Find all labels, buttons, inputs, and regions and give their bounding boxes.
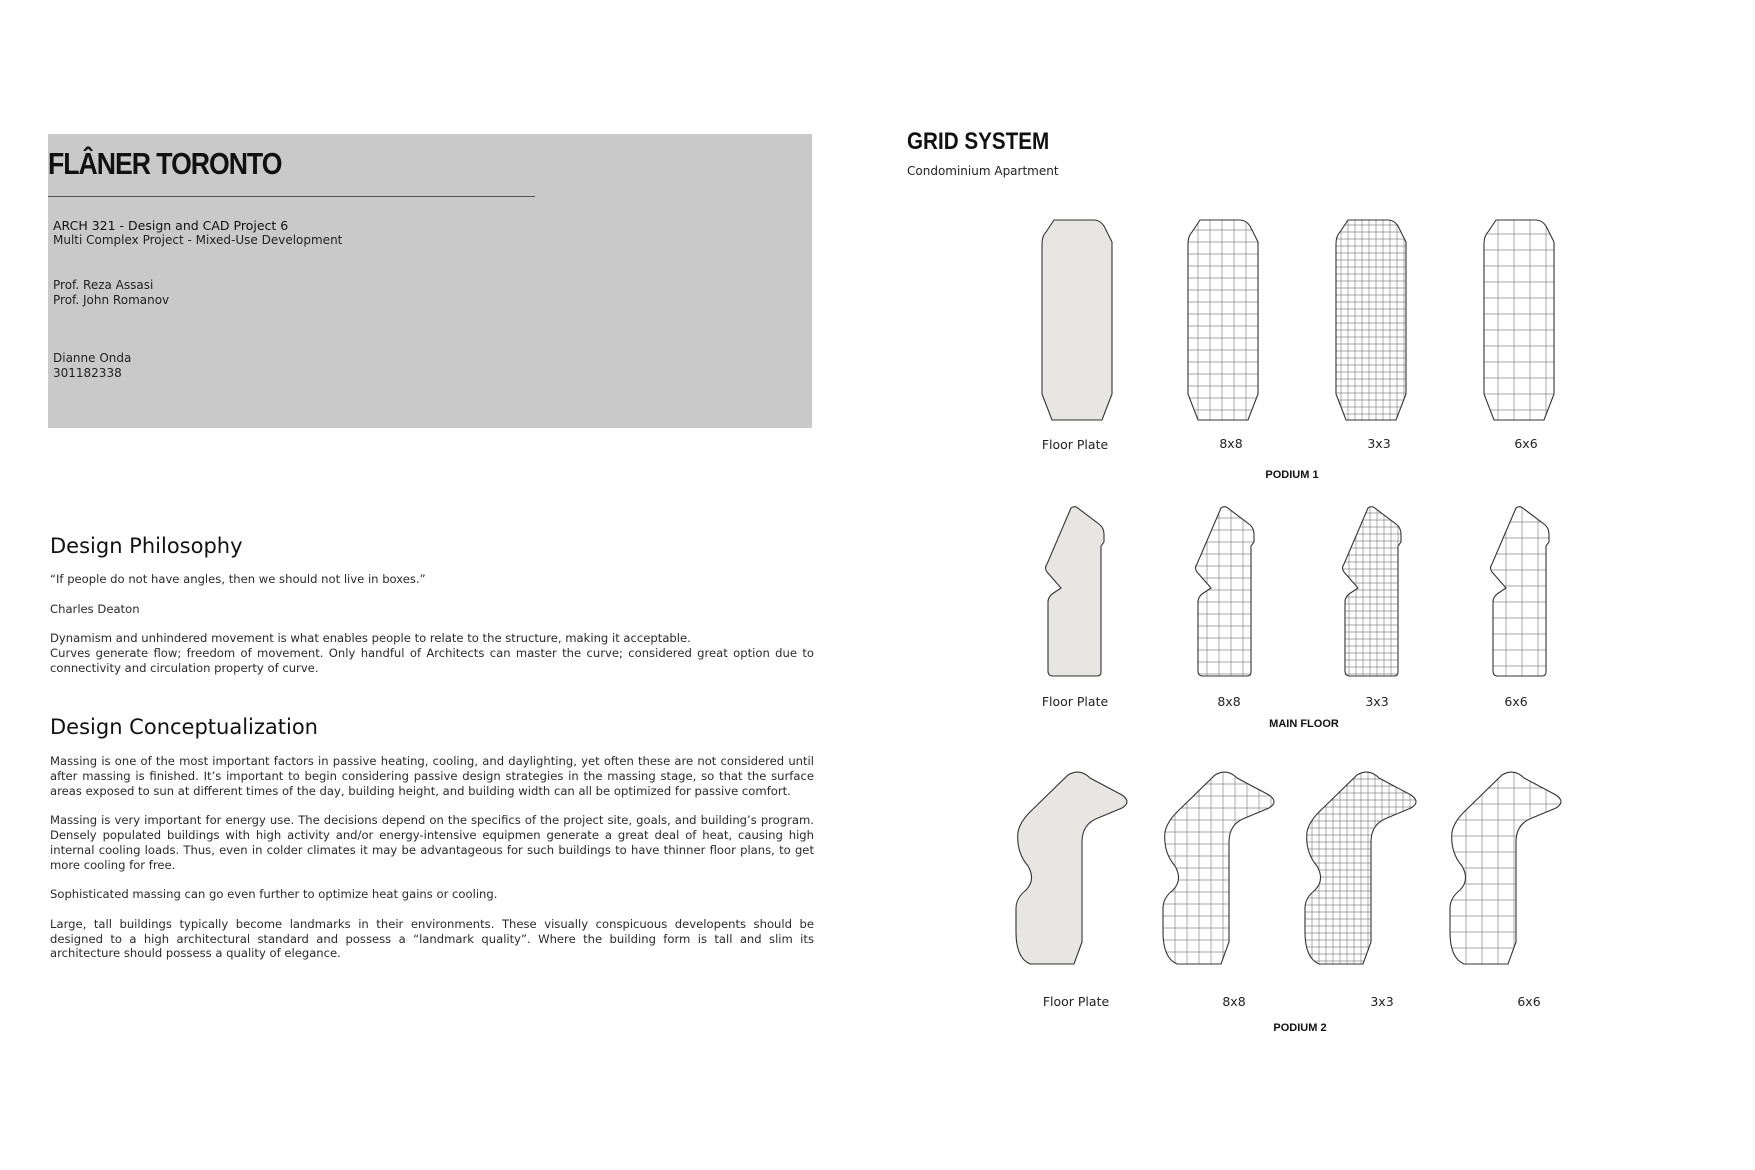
course-info bbox=[53, 218, 342, 248]
student-name: Dianne Onda bbox=[53, 351, 132, 365]
podium-1-floor-plate-drawing bbox=[1040, 218, 1114, 424]
philosophy-body bbox=[50, 572, 814, 676]
course-code: ARCH 321 - Design and CAD Project 6 bbox=[53, 218, 289, 233]
conceptualization-body bbox=[50, 754, 814, 961]
professor-2: Prof. John Romanov bbox=[53, 293, 170, 307]
podium-2-label-8x8: 8x8 bbox=[1222, 994, 1246, 1009]
professor-1: Prof. Reza Assasi bbox=[53, 278, 154, 292]
philosophy-quote: “If people do not have angles, then we should not live in boxes.” bbox=[50, 572, 426, 586]
project-name: Multi Complex Project - Mixed-Use Development bbox=[53, 233, 343, 247]
concept-paragraph-3: Sophisticated massing can go even further to optimize heat gains or cooling. bbox=[50, 887, 498, 902]
podium-2-grid-8x8-drawing bbox=[1163, 772, 1285, 972]
podium-2-label-3x3: 3x3 bbox=[1370, 994, 1394, 1009]
main-floor-grid-8x8-drawing bbox=[1195, 506, 1265, 678]
grid-system-title: GRID SYSTEM bbox=[907, 128, 1050, 155]
title-divider bbox=[48, 196, 535, 197]
main-floor-grid-3x3-drawing bbox=[1342, 506, 1412, 678]
podium-2-floor-plate-drawing bbox=[1016, 772, 1138, 972]
podium-2-label-floor-plate: Floor Plate bbox=[1042, 994, 1110, 1009]
podium-1-group-label: PODIUM 1 bbox=[1265, 469, 1319, 481]
student-id: 301182338 bbox=[53, 366, 122, 380]
podium-2-group-label: PODIUM 2 bbox=[1273, 1022, 1327, 1034]
project-title: FLÂNER TORONTO bbox=[48, 146, 282, 181]
student-info bbox=[53, 351, 131, 381]
podium-1-label-3x3: 3x3 bbox=[1367, 436, 1391, 451]
podium-1-grid-6x6-drawing bbox=[1482, 218, 1556, 424]
conceptualization-heading: Design Conceptualization bbox=[50, 715, 318, 739]
philosophy-heading: Design Philosophy bbox=[50, 534, 243, 558]
main-floor-label-8x8: 8x8 bbox=[1217, 694, 1241, 709]
podium-1-label-8x8: 8x8 bbox=[1219, 436, 1243, 451]
podium-2-label-6x6: 6x6 bbox=[1517, 994, 1541, 1009]
concept-paragraph-1: Massing is one of the most important factors in passive heating, cooling, and daylighting, yet often these are not considered until after massing is finished. It’s important to begin considering passive design strategies in the massing stage, so that the surface areas exposed to sun at different times of the day, building height, and building width can all be optimized for passive comfort. bbox=[50, 754, 814, 798]
podium-2-grid-3x3-drawing bbox=[1305, 772, 1427, 972]
philosophy-author: Charles Deaton bbox=[50, 601, 140, 616]
main-floor-group-label: MAIN FLOOR bbox=[1269, 718, 1339, 730]
grid-system-subtitle: Condominium Apartment bbox=[907, 164, 1059, 178]
podium-1-grid-3x3-drawing bbox=[1334, 218, 1408, 424]
concept-paragraph-4: Large, tall buildings typically become landmarks in their environments. These visually conspicuous developents should be designed to a high architectural standard and possess a “landmark quality”. Where the building form is tall and slim its architecture should possess a quality of elegance. bbox=[50, 916, 814, 961]
main-floor-floor-plate-drawing bbox=[1045, 506, 1115, 678]
podium-1-grid-8x8-drawing bbox=[1186, 218, 1260, 424]
main-floor-label-6x6: 6x6 bbox=[1504, 694, 1528, 709]
main-floor-label-floor-plate: Floor Plate bbox=[1041, 694, 1109, 709]
philosophy-paragraph-2: Curves generate flow; freedom of movement. Only handful of Architects can master the curve; considered great option due to connectivity and circulation property of curve. bbox=[50, 645, 814, 675]
professors-info bbox=[53, 278, 169, 308]
main-floor-label-3x3: 3x3 bbox=[1365, 694, 1389, 709]
podium-1-label-floor-plate: Floor Plate bbox=[1041, 437, 1109, 452]
podium-1-label-6x6: 6x6 bbox=[1514, 436, 1538, 451]
concept-paragraph-2: Massing is very important for energy use. The decisions depend on the specifics of the project site, goals, and building’s program. Densely populated buildings with high activity and/or energy-intensive equipmen generate a great deal of heat, causing high internal cooling loads. Thus, even in colder climates it may be advantageous for such buildings to have thinner floor plans, to get more cooling for free. bbox=[50, 813, 814, 872]
main-floor-grid-6x6-drawing bbox=[1490, 506, 1560, 678]
podium-2-grid-6x6-drawing bbox=[1450, 772, 1572, 972]
philosophy-paragraph-1: Dynamism and unhindered movement is what enables people to relate to the structure, making it acceptable. bbox=[50, 631, 691, 646]
